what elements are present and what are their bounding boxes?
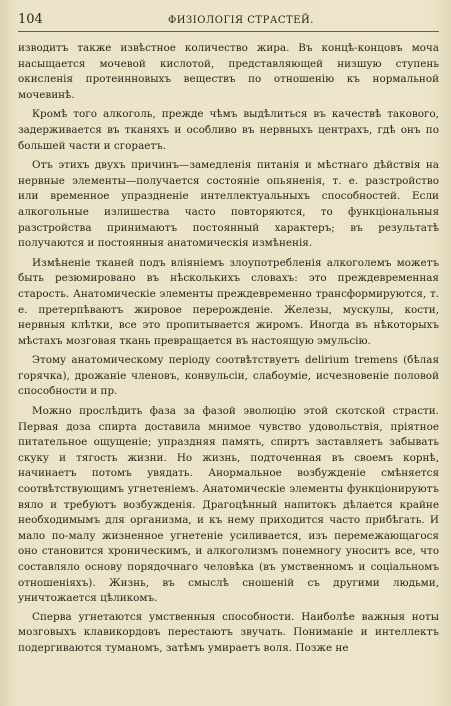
running-title: ФИЗІОЛОГІЯ СТРАСТЕЙ. (168, 15, 314, 26)
paragraph-3: Отъ этихъ двухъ причинъ—замедленія питанія и мѣстнаго дѣйствія на нервные элементы—получается состояніе опьяненія, т. е. разстройство или временное упраздненіе интеллектуальныхъ способностей. Если алкогольные излишества часто повторяются, то функціональныя разстройства принимаютъ постоянный характеръ; въ результатѣ получаются и постоянныя анатомическія измѣненія. (18, 159, 439, 250)
paragraph-7: Сперва угнетаются умственныя способности. Наиболѣе важныя ноты мозговыхъ клавикордовъ перестаютъ звучать. Пониманіе и интеллектъ подергиваются туманомъ, затѣмъ умираетъ воля. Позже не (18, 610, 439, 654)
paragraph-1: изводитъ также извѣстное количество жира. Въ концѣ-концовъ моча насыщается мочевой кислотой, представляющей низшую ступень окисленія протеинновыхъ веществъ по отношенію къ нормальной мочевинѣ. (18, 42, 439, 101)
page-header (18, 12, 439, 32)
paragraph-5: Этому анатомическому періоду соотвѣтствуетъ delirium tremens (бѣлая горячка), дрожаніе членовъ, конвульсіи, слабоуміе, исчезновеніе половой способности и пр. (18, 354, 439, 398)
paragraph-4: Измѣненіе тканей подъ вліяніемъ злоупотребленія алкоголемъ можетъ быть резюмировано въ нѣсколькихъ словахъ: это преждевременная старость. Анатомическіе элементы преждевременно трансформируются, т. е. претерпѣваютъ жировое перерожденіе. Железы, мускулы, кости, нервныя клѣтки, все это пропитывается жиромъ. Иногда въ нѣкоторыхъ мѣстахъ мозговая ткань превращается въ настоящую эмульсію. (18, 256, 439, 347)
paragraph-6: Можно прослѣдить фаза за фазой эволюцію этой скотской страсти. Первая доза спирта доставила мнимое чувство удовольствія, пріятное питательное ощущеніе; упраздняя память, спиртъ заставляетъ забывать скуку и тягость жизни. Но жизнь, подточенная въ своемъ корнѣ, начинаетъ потомъ увядать. Анормальное возбужденіе смѣняется соотвѣтствующимъ угнетеніемъ. Анатомическіе элементы функціонируютъ вяло и требуютъ возбужденія. Драгоцѣнный напитокъ дѣлается крайне необходимымъ для организма, и къ нему приходится часто прибѣгать. И мало по-малу жизненное угнетеніе усиливается, изъ перемежающагося оно становится хроническимъ, и алкоголизмъ понемногу уноситъ все, что составляло основу порядочнаго человѣка (въ умственномъ и соціальномъ отношеніяхъ). Жизнь, въ смыслѣ сношеній съ другими людьми, уничтожается цѣликомъ. (18, 405, 439, 605)
paragraph-2: Кромѣ того алкоголь, прежде чѣмъ выдѣлиться въ качествѣ такового, задерживается въ тканяхъ и особливо въ нервныхъ центрахъ, гдѣ онъ по большей части и сгораетъ. (18, 108, 439, 152)
page-number: 104 (18, 12, 43, 27)
